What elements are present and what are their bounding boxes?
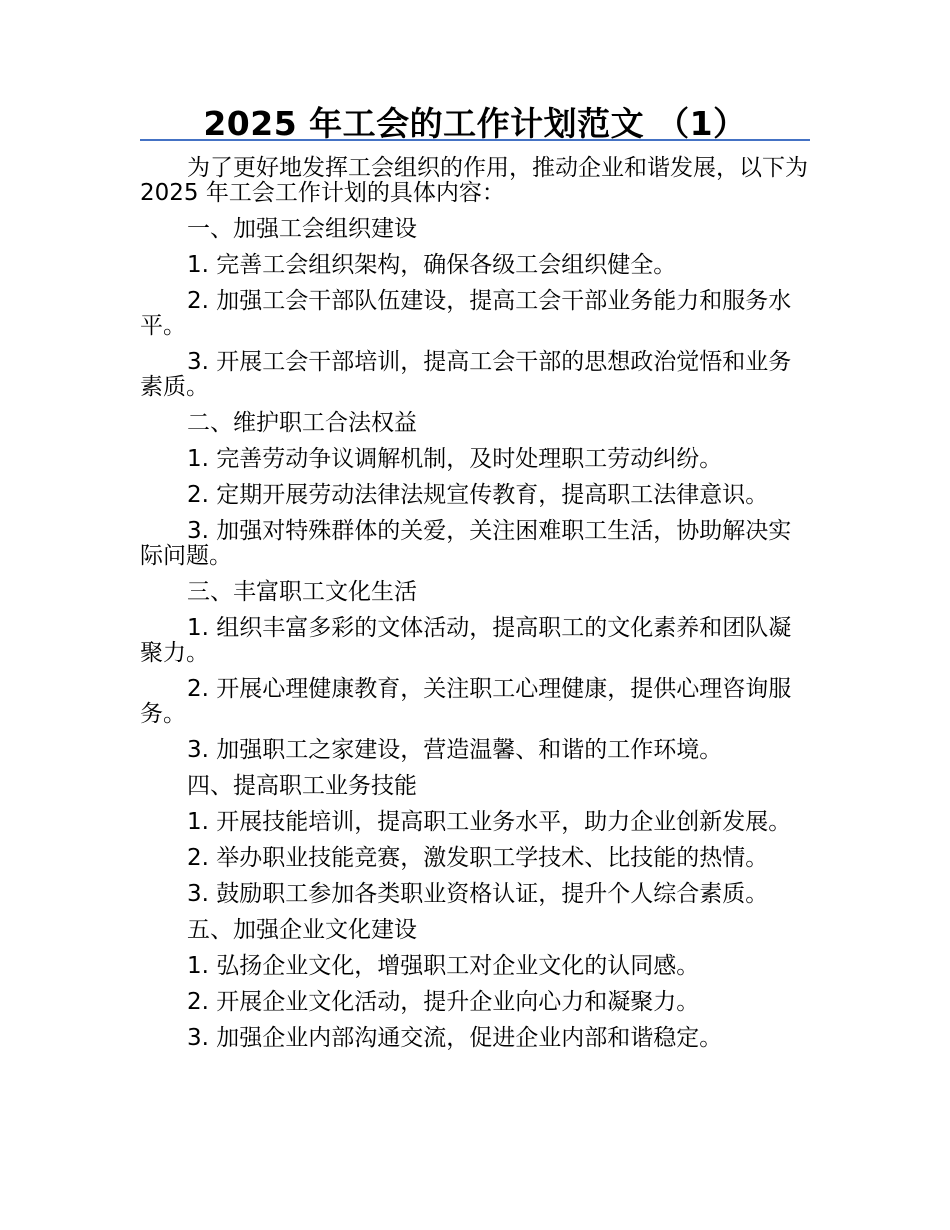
list-item: 2. 开展企业文化活动，提升企业向心力和凝聚力。 xyxy=(187,989,700,1015)
section-heading: 四、提高职工业务技能 xyxy=(187,773,417,799)
list-item: 1. 弘扬企业文化，增强职工对企业文化的认同感。 xyxy=(187,953,700,979)
list-item: 2. 举办职业技能竞赛，激发职工学技术、比技能的热情。 xyxy=(187,845,769,871)
section-heading: 三、丰富职工文化生活 xyxy=(187,579,417,605)
list-item: 1. 开展技能培训，提高职工业务水平，助力企业创新发展。 xyxy=(187,809,792,835)
section-heading: 五、加强企业文化建设 xyxy=(187,917,417,943)
list-item: 1. 完善工会组织架构，确保各级工会组织健全。 xyxy=(187,252,677,278)
list-item: 2. 定期开展劳动法律法规宣传教育，提高职工法律意识。 xyxy=(187,482,769,508)
list-item: 1. 组织丰富多彩的文体活动，提高职工的文化素养和团队凝聚力。 xyxy=(140,615,792,666)
list-item: 2. 开展心理健康教育，关注职工心理健康，提供心理咨询服务。 xyxy=(140,676,792,727)
intro-paragraph: 为了更好地发挥工会组织的作用，推动企业和谐发展，以下为 2025 年工会工作计划的具体内容： xyxy=(140,155,808,206)
list-item: 3. 鼓励职工参加各类职业资格认证，提升个人综合素质。 xyxy=(187,881,769,907)
list-item: 3. 开展工会干部培训，提高工会干部的思想政治觉悟和业务素质。 xyxy=(140,349,792,400)
list-item: 1. 完善劳动争议调解机制，及时处理职工劳动纠纷。 xyxy=(187,446,723,472)
section-heading: 二、维护职工合法权益 xyxy=(187,410,417,436)
list-item: 3. 加强对特殊群体的关爱，关注困难职工生活，协助解决实际问题。 xyxy=(140,518,792,569)
title-underline xyxy=(140,139,810,141)
list-item: 2. 加强工会干部队伍建设，提高工会干部业务能力和服务水平。 xyxy=(140,288,792,339)
document-body xyxy=(140,156,812,1062)
list-item: 3. 加强企业内部沟通交流，促进企业内部和谐稳定。 xyxy=(187,1025,723,1051)
list-item: 3. 加强职工之家建设，营造温馨、和谐的工作环境。 xyxy=(187,737,723,763)
document-title: 2025 年工会的工作计划范文 （1） xyxy=(203,104,747,143)
section-heading: 一、加强工会组织建设 xyxy=(187,216,417,242)
